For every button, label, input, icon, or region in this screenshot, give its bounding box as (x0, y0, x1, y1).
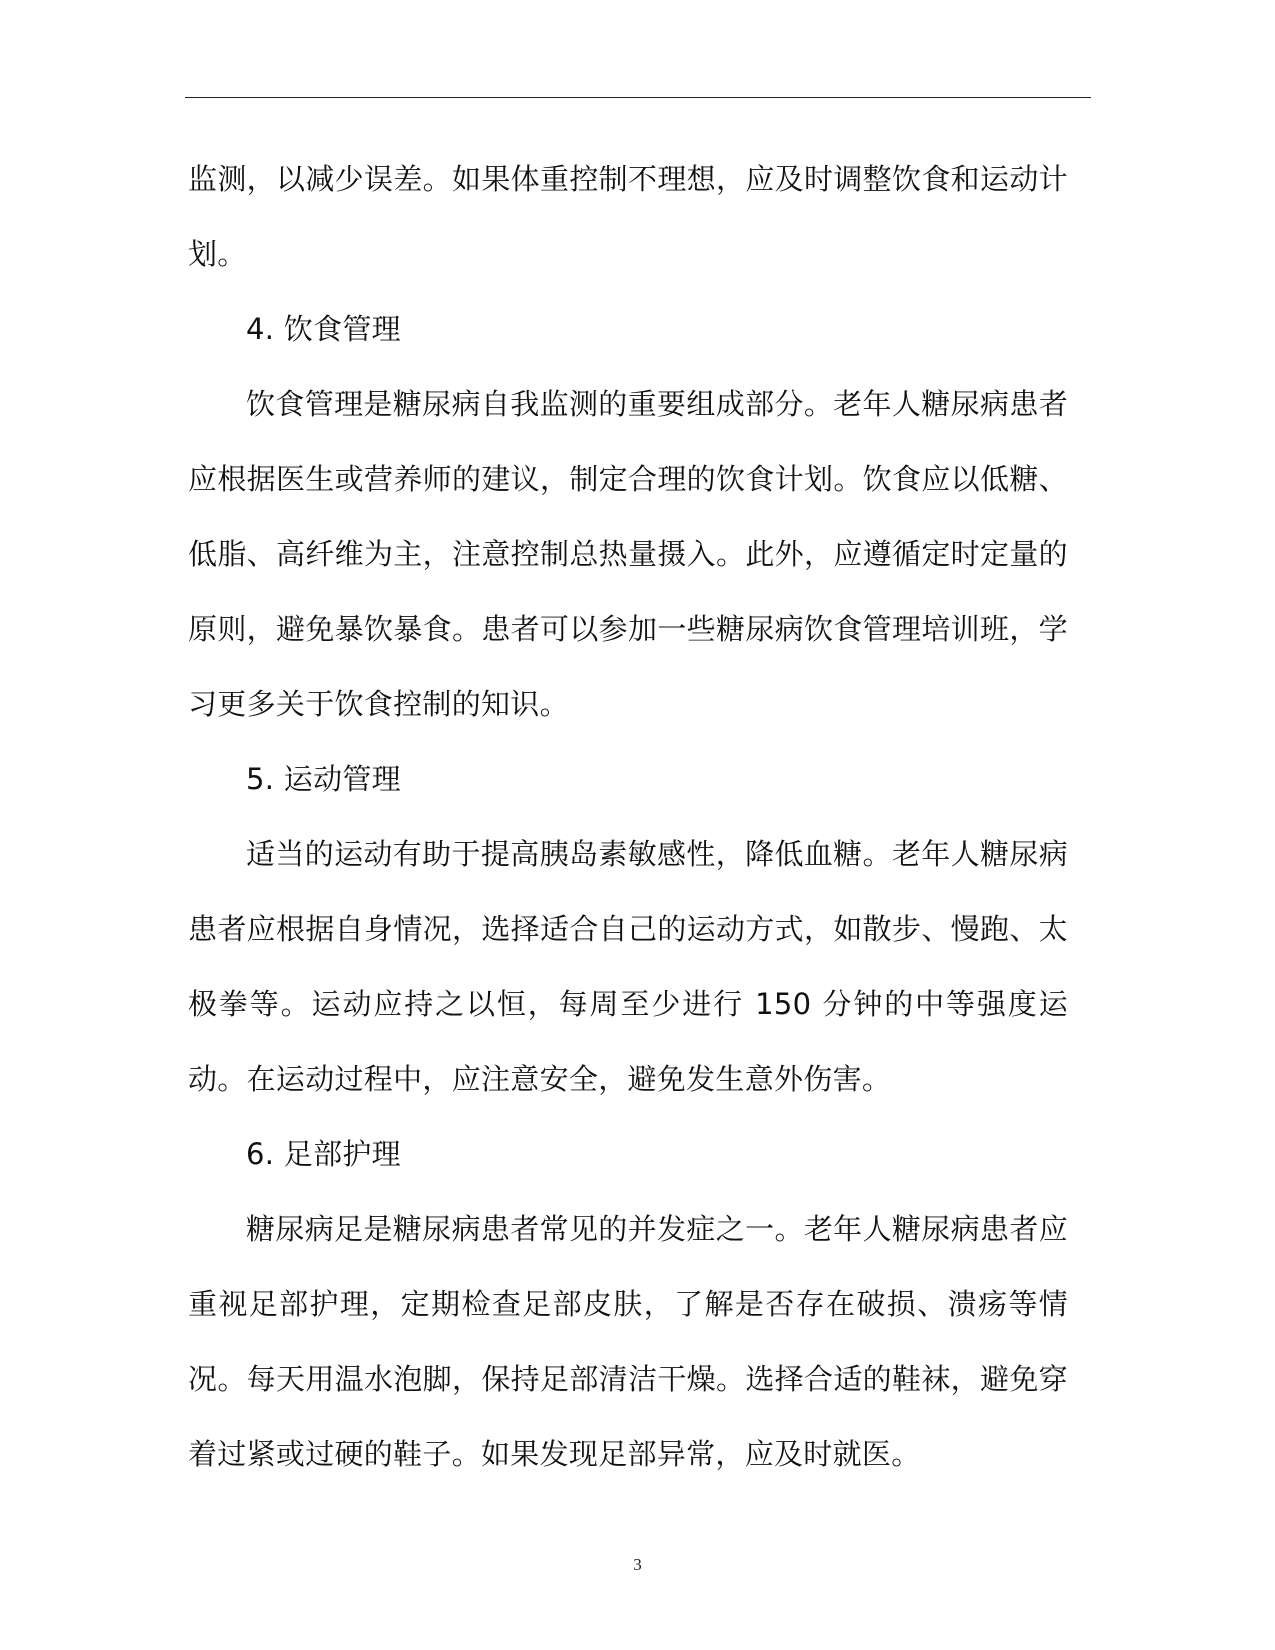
header-rule (185, 97, 1091, 98)
section-body-diet: 饮食管理是糖尿病自我监测的重要组成部分。老年人糖尿病患者应根据医生或营养师的建议，制定合理的饮食计划。饮食应以低糖、低脂、高纤维为主，注意控制总热量摄入。此外，应遵循定时定量的原则，避免暴饮暴食。患者可以参加一些糖尿病饮食管理培训班，学习更多关于饮食控制的知识。 (188, 387, 1068, 721)
continuation-paragraph: 监测，以减少误差。如果体重控制不理想，应及时调整饮食和运动计划。 (188, 162, 1068, 271)
document-body (188, 142, 1068, 1492)
section-heading-foot-care: 6. 足部护理 (246, 1137, 401, 1171)
section-heading-exercise: 5. 运动管理 (246, 762, 401, 796)
page-number: 3 (633, 1555, 642, 1574)
section-body-exercise: 适当的运动有助于提高胰岛素敏感性，降低血糖。老年人糖尿病患者应根据自身情况，选择适合自己的运动方式，如散步、慢跑、太极拳等。运动应持之以恒，每周至少进行 150 分钟的中等强度运动。在运动过程中，应注意安全，避免发生意外伤害。 (188, 837, 1068, 1096)
section-body-foot-care: 糖尿病足是糖尿病患者常见的并发症之一。老年人糖尿病患者应重视足部护理，定期检查足部皮肤，了解是否存在破损、溃疡等情况。每天用温水泡脚，保持足部清洁干燥。选择合适的鞋袜，避免穿着过紧或过硬的鞋子。如果发现足部异常，应及时就医。 (188, 1212, 1068, 1471)
section-heading-diet: 4. 饮食管理 (246, 312, 401, 346)
